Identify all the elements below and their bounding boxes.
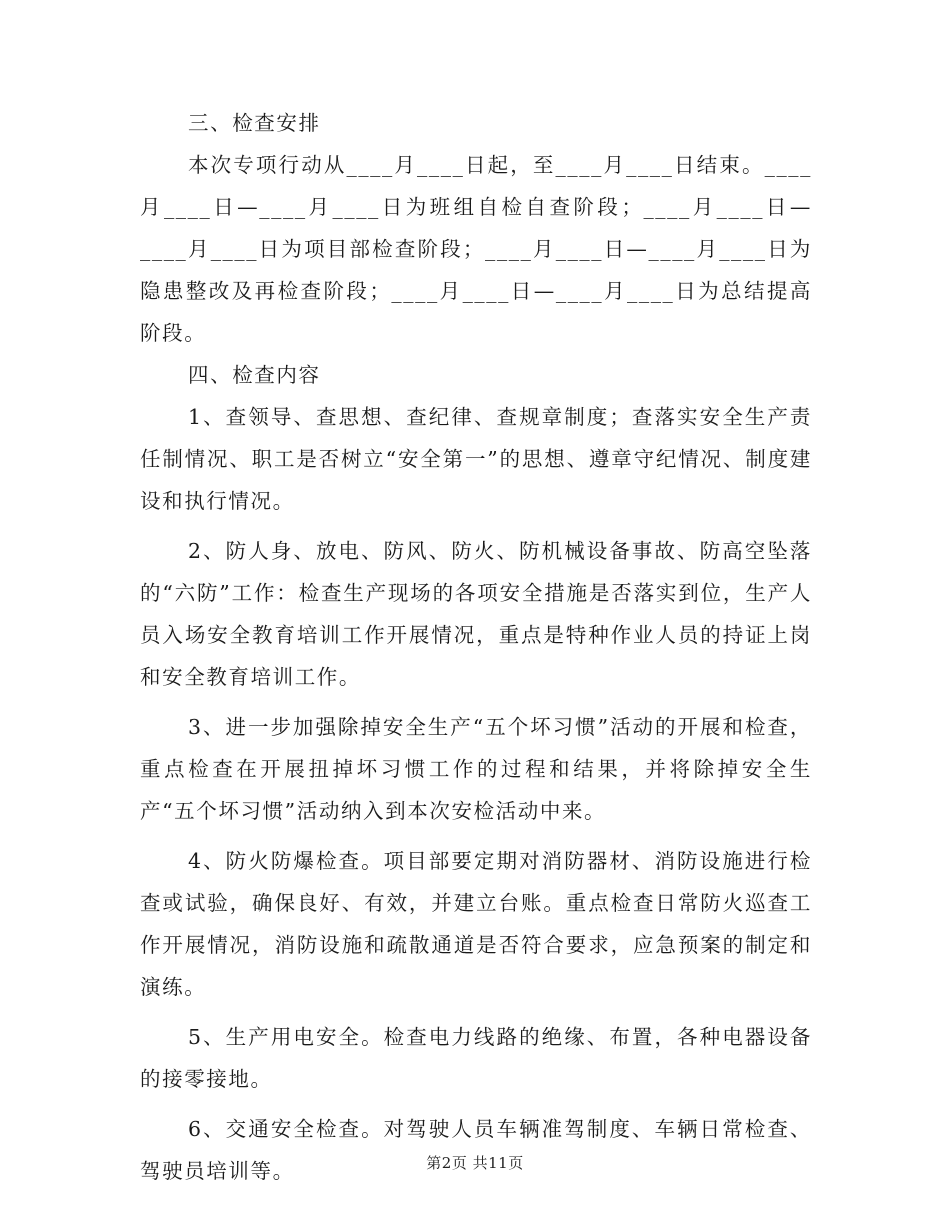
content-item-1: 1、查领导、查思想、查纪律、查规章制度；查落实安全生产责任制情况、职工是否树立“安全第一”的思想、遵章守纪情况、制度建设和执行情况。 (140, 405, 812, 513)
content-item-6: 6、交通安全检查。对驾驶人员车辆准驾制度、车辆日常检查、驾驶员培训等。 (140, 1117, 812, 1183)
section-heading-inspection-content: 四、检查内容 (188, 363, 321, 387)
content-item-4: 4、防火防爆检查。项目部要定期对消防器材、消防设施进行检查或试验，确保良好、有效，并建立台账。重点检查日常防火巡查工作开展情况，消防设施和疏散通道是否符合要求，应急预案的制定和演练。 (140, 849, 812, 999)
content-item-5: 5、生产用电安全。检查电力线路的绝缘、布置，各种电器设备的接零接地。 (140, 1025, 812, 1091)
schedule-paragraph: 本次专项行动从____月____日起，至____月____日结束。____月____日—____月____日为班组自检自查阶段；____月____日—____月____日为项目部检查阶段；____月____日—____月____日为隐患整改及再检查阶段；____月____日—____月____日为总结提高阶段。 (140, 153, 812, 345)
section-heading-inspection-schedule: 三、检查安排 (188, 111, 321, 135)
page-number-footer: 第2页 共11页 (426, 1154, 524, 1172)
document-body (140, 102, 812, 1200)
content-item-2: 2、防人身、放电、防风、防火、防机械设备事故、防高空坠落的“六防”工作：检查生产现场的各项安全措施是否落实到位，生产人员入场安全教育培训工作开展情况，重点是特种作业人员的持证上岗和安全教育培训工作。 (140, 539, 812, 689)
content-item-3: 3、进一步加强除掉安全生产“五个坏习惯”活动的开展和检查，重点检查在开展扭掉坏习惯工作的过程和结果，并将除掉安全生产“五个坏习惯”活动纳入到本次安检活动中来。 (140, 715, 812, 823)
